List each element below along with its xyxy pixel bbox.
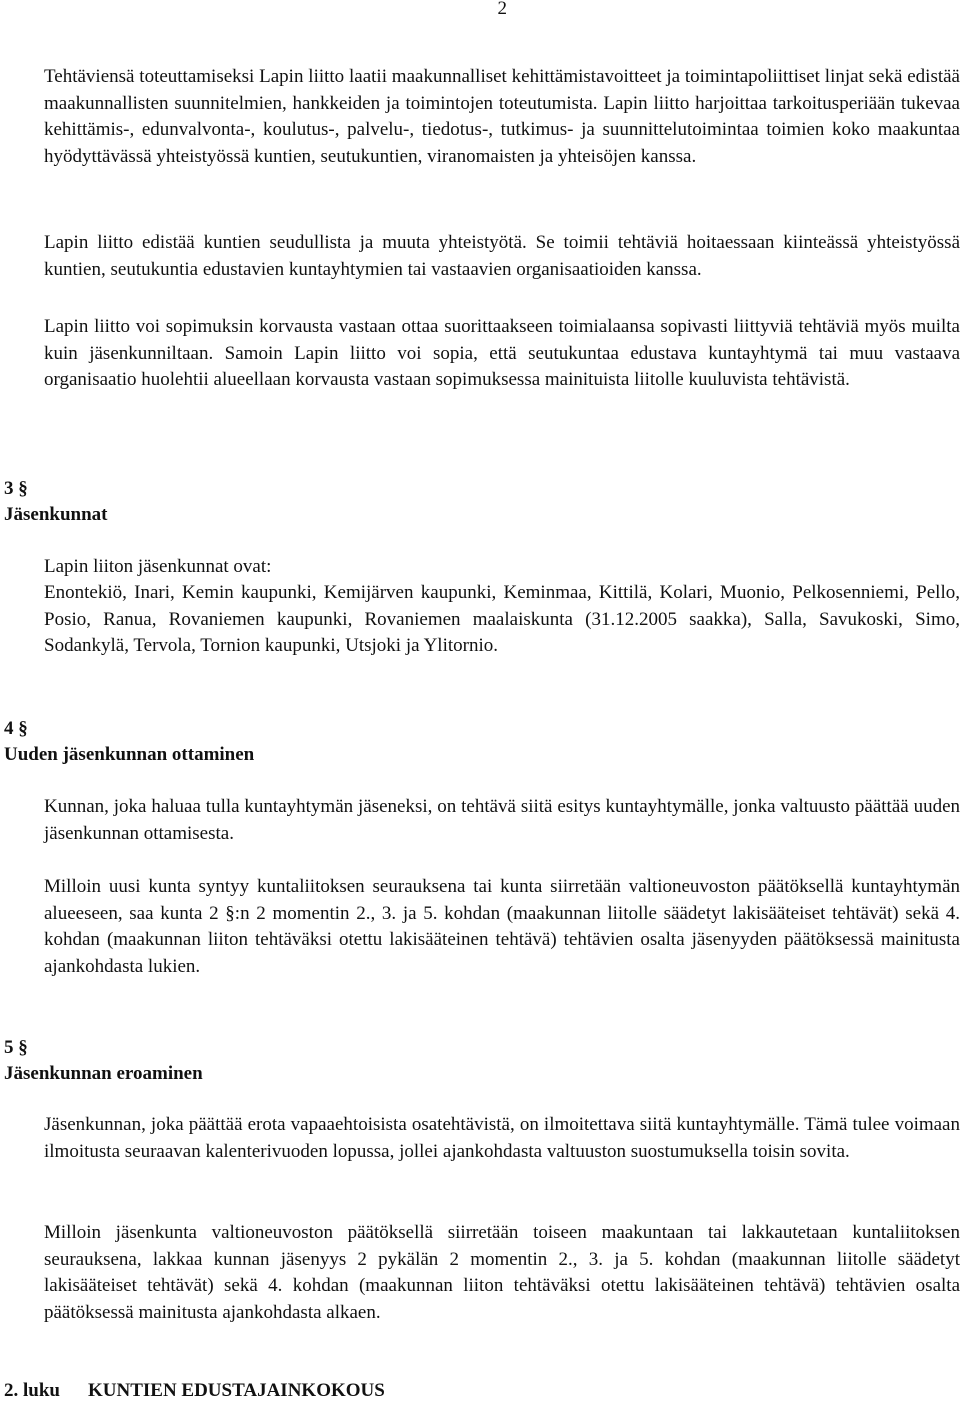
chapter-number: 2. luku <box>4 1380 60 1401</box>
section-3-lead: Lapin liiton jäsenkunnat ovat: <box>44 556 272 577</box>
page-number: 2 <box>497 0 507 19</box>
chapter-heading <box>4 1378 385 1405</box>
section-3-number: 3 § <box>4 478 28 499</box>
section-4-paragraph-2: Milloin uusi kunta syntyy kuntaliitoksen seurauksena tai kunta siirretään valtioneuvoston päätöksellä kuntayhtymän alueeseen, saa kunta 2 §:n 2 momentin 2., 3. ja 5. kohdan (maakunnan liitolle säädetyt lakisääteiset tehtävät) sekä 4. kohdan (maakunnan liiton tehtäväksi otettu lakisääteinen tehtävä) tehtävien osalta jäsenyyden päätöksessä mainitusta ajankohdasta lukien. <box>44 876 960 977</box>
section-4-paragraph-1: Kunnan, joka haluaa tulla kuntayhtymän jäseneksi, on tehtävä siitä esitys kuntayhtymälle, jonka valtuusto päättää uuden jäsenkunnan ottamisesta. <box>44 796 960 844</box>
intro-paragraph-1: Tehtäviensä toteuttamiseksi Lapin liitto laatii maakunnalliset kehittämistavoitteet ja toimintapoliittiset linjat sekä edistää maakunnallisten suunnitelmien, hankkeiden ja toimintojen toteutumista. Lapin liitto harjoittaa tarkoitusperiään tukevaa kehittämis-, edunvalvonta-, koulutus-, palvelu-, tiedotus-, tutkimus- ja suunnittelutoimintaa toimien koko maakuntaa hyödyttävässä yhteistyössä kuntien, seutukuntien, viranomaisten ja yhteisöjen kanssa. <box>44 66 960 167</box>
intro-paragraph-2: Lapin liitto edistää kuntien seudullista ja muuta yhteistyötä. Se toimii tehtäviä hoitaessaan kiinteässä yhteistyössä kuntien, seutukuntia edustavien kuntayhtymien tai vastaavien organisaatioiden kanssa. <box>44 232 960 280</box>
section-4-number: 4 § <box>4 718 28 739</box>
section-4-title: Uuden jäsenkunnan ottaminen <box>4 744 255 765</box>
section-3-title: Jäsenkunnat <box>4 504 108 525</box>
section-5-paragraph-2: Milloin jäsenkunta valtioneuvoston päätöksellä siirretään toiseen maakuntaan tai lakkautetaan kuntaliitoksen seurauksena, lakkaa kunnan jäsenyys 2 pykälän 2 momentin 2., 3. ja 5. kohdan (maakunnan liitolle säädetyt lakisääteiset tehtävät) sekä 4. kohdan (maakunnan liiton tehtäväksi otettu lakisääteinen tehtävä) tehtävien osalta päätöksessä mainitusta ajankohdasta alkaen. <box>44 1222 960 1323</box>
intro-paragraph-3: Lapin liitto voi sopimuksin korvausta vastaan ottaa suorittaakseen toimialaansa sopivasti liittyviä tehtäviä myös muilta kuin jäsenkunniltaan. Samoin Lapin liitto voi sopia, että seutukuntaa edustava kuntayhtymä tai muu vastaava organisaatio huolehtii alueellaan korvausta vastaan sopimuksessa mainituista liitolle kuuluvista tehtävistä. <box>44 316 960 390</box>
section-3-members: Enontekiö, Inari, Kemin kaupunki, Kemijärven kaupunki, Keminmaa, Kittilä, Kolari, Muonio, Pelkosenniemi, Pello, Posio, Ranua, Rovaniemen kaupunki, Rovaniemen maalaiskunta (31.12.2005 saakka), Salla, Savukoski, Simo, Sodankylä, Tervola, Tornion kaupunki, Utsjoki ja Ylitornio. <box>44 582 960 656</box>
chapter-title: KUNTIEN EDUSTAJAINKOKOUS <box>87 1380 385 1401</box>
section-5-title: Jäsenkunnan eroaminen <box>4 1063 203 1084</box>
section-5-paragraph-1: Jäsenkunnan, joka päättää erota vapaaehtoisista osatehtävistä, on ilmoitettava siitä kuntayhtymälle. Tämä tulee voimaan ilmoitusta seuraavan kalenterivuoden lopussa, jollei ajankohdasta valtuuston suostumuksella toisin sovita. <box>44 1114 960 1162</box>
section-5-number: 5 § <box>4 1037 28 1058</box>
